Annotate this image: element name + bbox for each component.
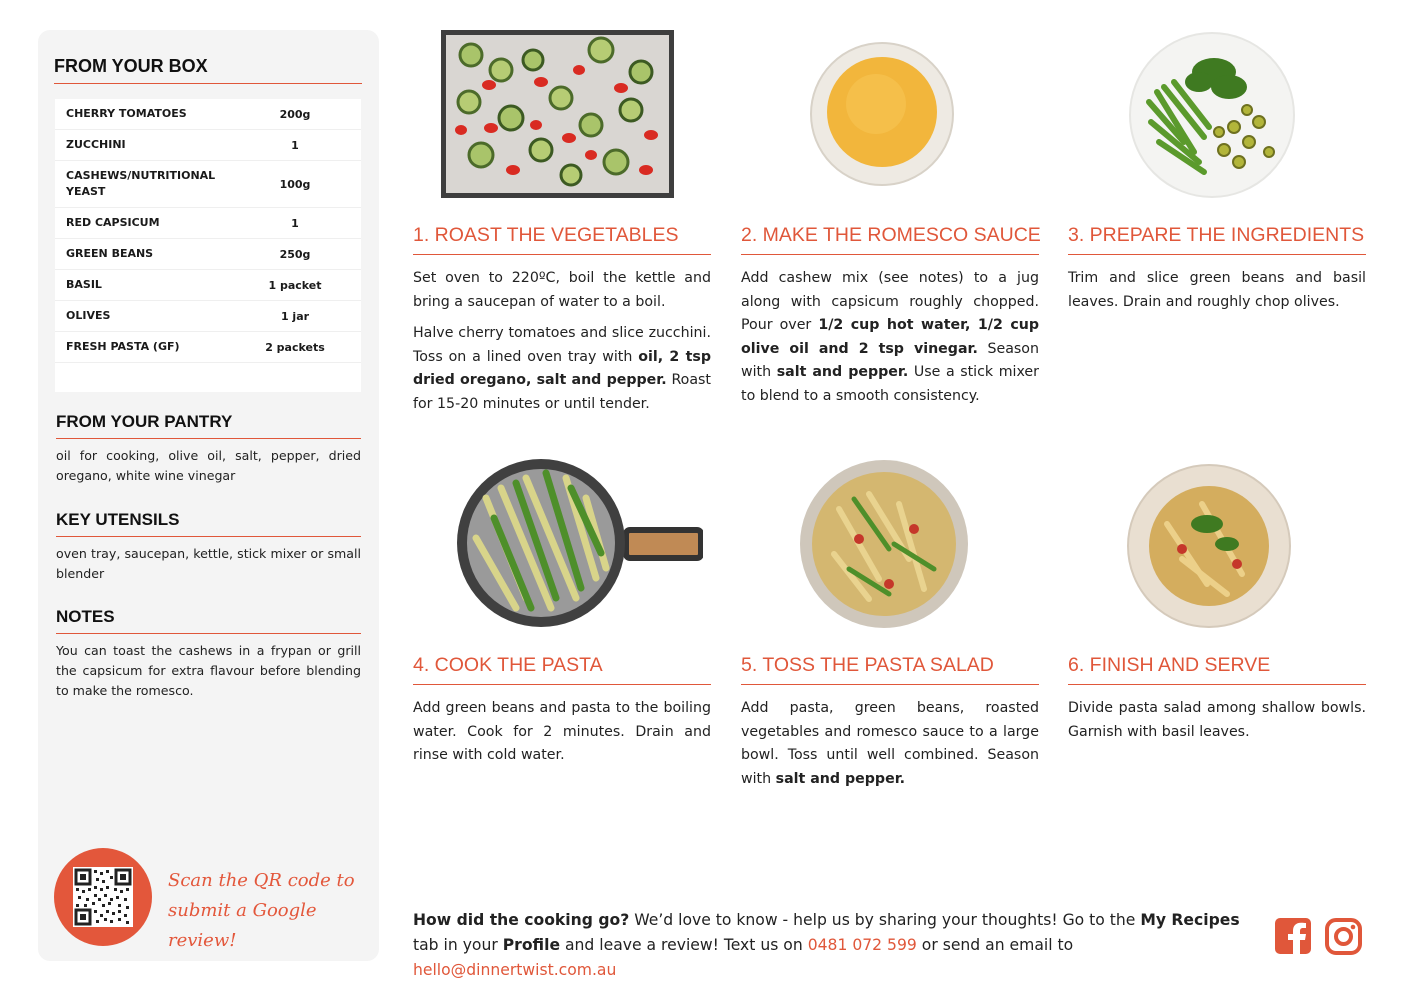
utensils-text: oven tray, saucepan, kettle, stick mixer or small blender — [56, 546, 361, 581]
table-row — [55, 301, 361, 332]
utensils-section — [56, 510, 361, 584]
notes-section — [56, 607, 361, 701]
feedback-footer — [413, 908, 1263, 983]
ingredient-name: FRESH PASTA (GF) — [66, 340, 180, 353]
step-4-title: 4. COOK THE PASTA — [413, 654, 711, 685]
ingredient-qty: 1 — [291, 138, 299, 152]
text-span: We’d love to know - help us by sharing your thoughts! Go to the — [629, 911, 1141, 929]
ingredient-name: ZUCCHINI — [66, 138, 126, 151]
table-row — [55, 208, 361, 239]
step-6 — [1068, 654, 1366, 752]
pasta-salad-photo — [799, 459, 969, 629]
step-5-para — [741, 697, 1039, 791]
step-6-title: 6. FINISH AND SERVE — [1068, 654, 1366, 685]
text-span: Season with — [741, 340, 1039, 380]
text-span: Add pasta, green beans, roasted vegetables and romesco sauce to a large bowl. Toss until well combined. Season with — [741, 700, 1039, 787]
step-1 — [413, 224, 711, 424]
notes-text: You can toast the cashews in a frypan or grill the capsicum for extra flavour before blending to make the romesco. — [56, 643, 361, 698]
step-5-text — [741, 697, 1039, 791]
ingredient-qty: 1 jar — [280, 309, 310, 323]
text-span: Add cashew mix (see notes) to a jug along with capsicum roughly chopped. Pour over — [741, 270, 1039, 333]
roast-vegetables-photo — [441, 30, 674, 198]
instagram-icon[interactable] — [1325, 918, 1363, 956]
qr-caption-line2: submit a Google review! — [168, 900, 317, 951]
phone-link[interactable]: 0481 072 599 — [807, 936, 917, 954]
ingredient-name: GREEN BEANS — [66, 247, 154, 260]
utensils-title: KEY UTENSILS — [56, 510, 361, 537]
bold-span: 1/2 cup hot water, 1/2 cup olive oil and 2 tsp vinegar. — [741, 317, 1039, 357]
step-5 — [741, 654, 1039, 799]
my-recipes-label: My Recipes — [1140, 911, 1240, 929]
email-link[interactable]: hello@dinnertwist.com.au — [413, 961, 617, 979]
finished-dish-photo — [1127, 464, 1291, 628]
step-5-title: 5. TOSS THE PASTA SALAD — [741, 654, 1039, 685]
notes-title: NOTES — [56, 607, 361, 634]
step-4-para: Add green beans and pasta to the boiling water. Cook for 2 minutes. Drain and rinse with cold water. — [413, 700, 711, 763]
text-span: tab in your — [413, 936, 503, 954]
text-span: and leave a review! Text us on — [560, 936, 808, 954]
step-1-para-1: Set oven to 220ºC, boil the kettle and bring a saucepan of water to a boil. — [413, 270, 711, 310]
romesco-sauce-photo — [810, 42, 955, 187]
ingredient-name: BASIL — [66, 278, 102, 291]
ingredients-table — [55, 99, 361, 392]
ingredient-qty: 1 packet — [268, 278, 322, 292]
footer-question: How did the cooking go? — [413, 911, 630, 929]
ingredient-name: CHERRY TOMATOES — [66, 107, 187, 120]
step-3-text — [1068, 267, 1366, 314]
ingredient-name: OLIVES — [66, 309, 111, 322]
ingredient-qty: 2 packets — [265, 340, 325, 354]
ingredient-qty: 200g — [279, 107, 311, 121]
step-4 — [413, 654, 711, 776]
qr-caption — [168, 866, 368, 956]
bold-span: oil, 2 tsp dried oregano, salt and pepper. — [413, 348, 711, 388]
text-span: Roast for 15-20 minutes or until tender. — [413, 372, 711, 412]
step-2-text — [741, 267, 1039, 408]
table-row — [55, 270, 361, 301]
pantry-text: oil for cooking, olive oil, salt, pepper, dried oregano, white wine vinegar — [56, 448, 361, 483]
table-row — [55, 239, 361, 270]
qr-caption-line1: Scan the QR code to — [168, 870, 355, 891]
ingredient-qty: 250g — [279, 247, 311, 261]
step-2-title: 2. MAKE THE ROMESCO SAUCE — [741, 224, 1039, 255]
text-span: or send an email to — [916, 936, 1074, 954]
ingredient-name: RED CAPSICUM — [66, 216, 160, 229]
step-3-title: 3. PREPARE THE INGREDIENTS — [1068, 224, 1366, 255]
text-span: Use a stick mixer to blend to a smooth consistency. — [741, 364, 1039, 404]
step-4-text — [413, 697, 711, 768]
pantry-title: FROM YOUR PANTRY — [56, 412, 361, 439]
step-6-text — [1068, 697, 1366, 744]
from-your-box-title: FROM YOUR BOX — [54, 56, 362, 84]
step-1-text — [413, 267, 711, 416]
step-1-para-2 — [413, 322, 711, 416]
table-row — [55, 99, 361, 130]
qr-code[interactable] — [73, 867, 133, 927]
ingredient-qty: 1 — [291, 216, 299, 230]
sidebar — [38, 30, 379, 961]
facebook-icon[interactable] — [1275, 918, 1313, 956]
bold-span: salt and pepper. — [775, 770, 906, 787]
bold-span: salt and pepper. — [776, 364, 909, 380]
table-row — [55, 130, 361, 161]
ingredient-name: CASHEWS/NUTRITIONAL YEAST — [66, 169, 216, 198]
ingredient-qty: 100g — [279, 177, 311, 191]
cook-pasta-photo — [456, 458, 703, 630]
step-3 — [1068, 224, 1366, 322]
pantry-section — [56, 412, 361, 486]
step-2-para — [741, 267, 1039, 408]
step-2 — [741, 224, 1039, 416]
step-3-para: Trim and slice green beans and basil leaves. Drain and roughly chop olives. — [1068, 270, 1366, 310]
step-6-para: Divide pasta salad among shallow bowls. Garnish with basil leaves. — [1068, 700, 1366, 740]
step-1-title: 1. ROAST THE VEGETABLES — [413, 224, 711, 255]
table-row — [55, 161, 361, 208]
table-row — [55, 332, 361, 363]
qr-code-icon — [73, 867, 133, 927]
text-span: Halve cherry tomatoes and slice zucchini. Toss on a lined oven tray with — [413, 325, 711, 365]
qr-code-badge[interactable] — [54, 848, 152, 946]
profile-label: Profile — [502, 936, 561, 954]
prepared-ingredients-photo — [1129, 32, 1295, 198]
